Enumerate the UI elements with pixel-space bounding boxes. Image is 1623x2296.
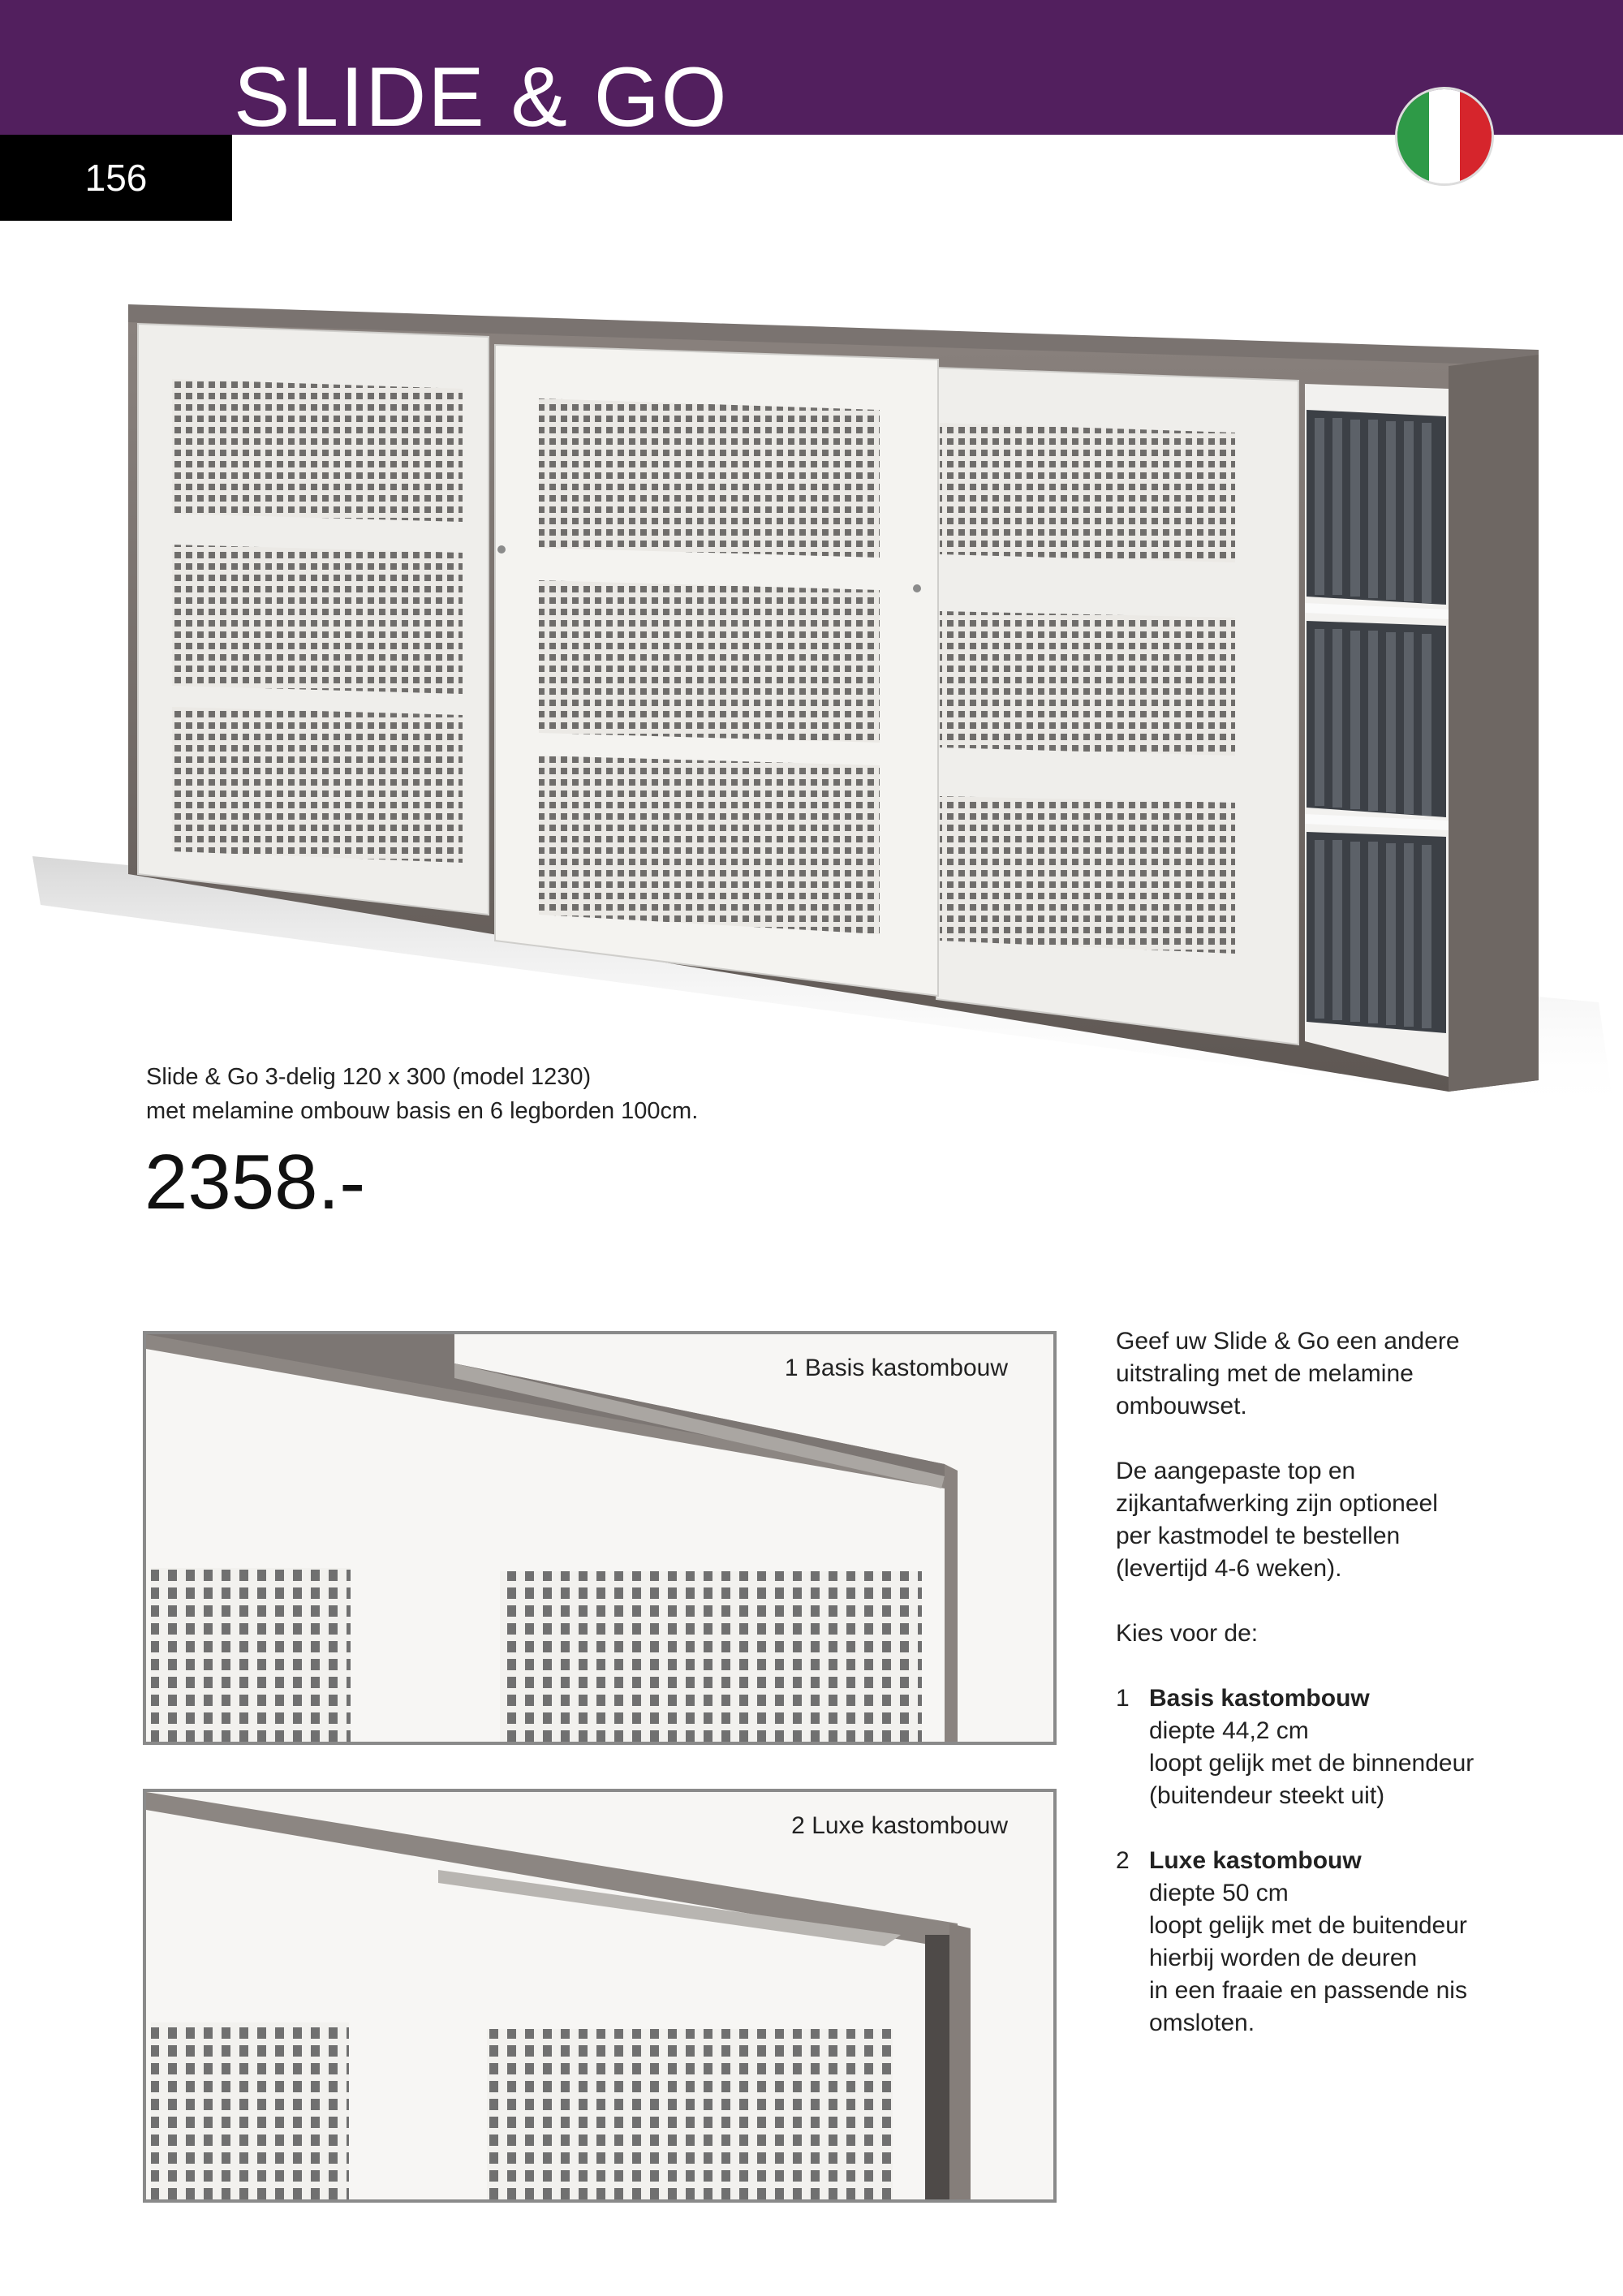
- side-edge: [945, 1464, 958, 1742]
- text-line: uitstraling met de melamine: [1116, 1360, 1414, 1387]
- option-line: loopt gelijk met de buitendeur: [1149, 1912, 1467, 1939]
- lock-icon: [497, 545, 506, 554]
- lock-icon: [913, 584, 921, 592]
- option-line: hierbij worden de deuren: [1149, 1945, 1418, 1971]
- product-price: 2358.-: [144, 1139, 366, 1226]
- binders-shelf-1: [1307, 410, 1446, 605]
- options-paragraph: [1116, 1455, 1570, 1585]
- binders-shelf-2: [1307, 621, 1446, 817]
- text-line: zijkantafwerking zijn optioneel: [1116, 1490, 1438, 1517]
- option-line: in een fraaie en passende nis: [1149, 1977, 1467, 2004]
- option-number: 2: [1116, 1847, 1130, 1874]
- page-title: SLIDE & GO: [234, 55, 729, 136]
- door-left-perforation-1: [172, 379, 463, 522]
- perforation-right: [487, 2029, 893, 2199]
- door-right-perforation-2: [940, 611, 1235, 756]
- text-line: (levertijd 4-6 weken).: [1116, 1555, 1342, 1582]
- page-number: 156: [84, 157, 148, 199]
- option-title: Basis kastombouw: [1149, 1685, 1370, 1712]
- detail-photo-luxe: [143, 1789, 1057, 2203]
- door-right-perforation-3: [940, 796, 1235, 954]
- cabinet-side-panel: [1449, 355, 1539, 1092]
- detail-label: 1 Basis kastombouw: [784, 1355, 1008, 1381]
- door-right-perforation-1: [940, 423, 1235, 562]
- option-line: diepte 50 cm: [1149, 1880, 1289, 1906]
- description-text: [1116, 1325, 1570, 2072]
- option-basis: [1116, 1682, 1570, 1812]
- door-middle-perforation-1: [539, 398, 880, 558]
- page-number-box: [0, 135, 232, 221]
- product-caption: [146, 1060, 698, 1128]
- door-middle-perforation-2: [539, 580, 880, 743]
- detail-photo-basis: [143, 1331, 1057, 1745]
- option-line: (buitendeur steekt uit): [1149, 1782, 1385, 1809]
- caption-line: Slide & Go 3-delig 120 x 300 (model 1230): [146, 1064, 592, 1090]
- perforation-right: [500, 1571, 922, 1742]
- italy-flag-icon: [1397, 89, 1492, 183]
- side-edge: [949, 1923, 971, 2199]
- option-line: omsloten.: [1149, 2010, 1255, 2036]
- detail-basis-image: [146, 1334, 1053, 1742]
- caption-line: met melamine ombouw basis en 6 legborden 100cm.: [146, 1098, 699, 1124]
- intro-paragraph: [1116, 1325, 1570, 1423]
- door-left-perforation-2: [172, 545, 463, 694]
- option-line: diepte 44,2 cm: [1149, 1717, 1309, 1744]
- door-middle-perforation-3: [539, 756, 880, 934]
- detail-luxe-image: [146, 1792, 1053, 2199]
- choose-label: Kies voor de:: [1116, 1620, 1259, 1647]
- text-line: De aangepaste top en: [1116, 1458, 1356, 1484]
- cabinet-photo: [24, 288, 1623, 1148]
- text-line: per kastmodel te bestellen: [1116, 1523, 1401, 1549]
- option-number: 1: [1116, 1685, 1130, 1712]
- binders-shelf-3: [1307, 832, 1446, 1033]
- detail-label: 2 Luxe kastombouw: [791, 1812, 1008, 1839]
- option-line: loopt gelijk met de binnendeur: [1149, 1750, 1474, 1777]
- door-left-perforation-3: [172, 707, 463, 863]
- text-line: ombouwset.: [1116, 1393, 1247, 1419]
- perforation-left: [151, 1568, 351, 1742]
- text-line: Geef uw Slide & Go een andere: [1116, 1328, 1460, 1355]
- option-title: Luxe kastombouw: [1149, 1847, 1362, 1874]
- option-luxe: [1116, 1845, 1570, 2040]
- perforation-left: [151, 2022, 349, 2199]
